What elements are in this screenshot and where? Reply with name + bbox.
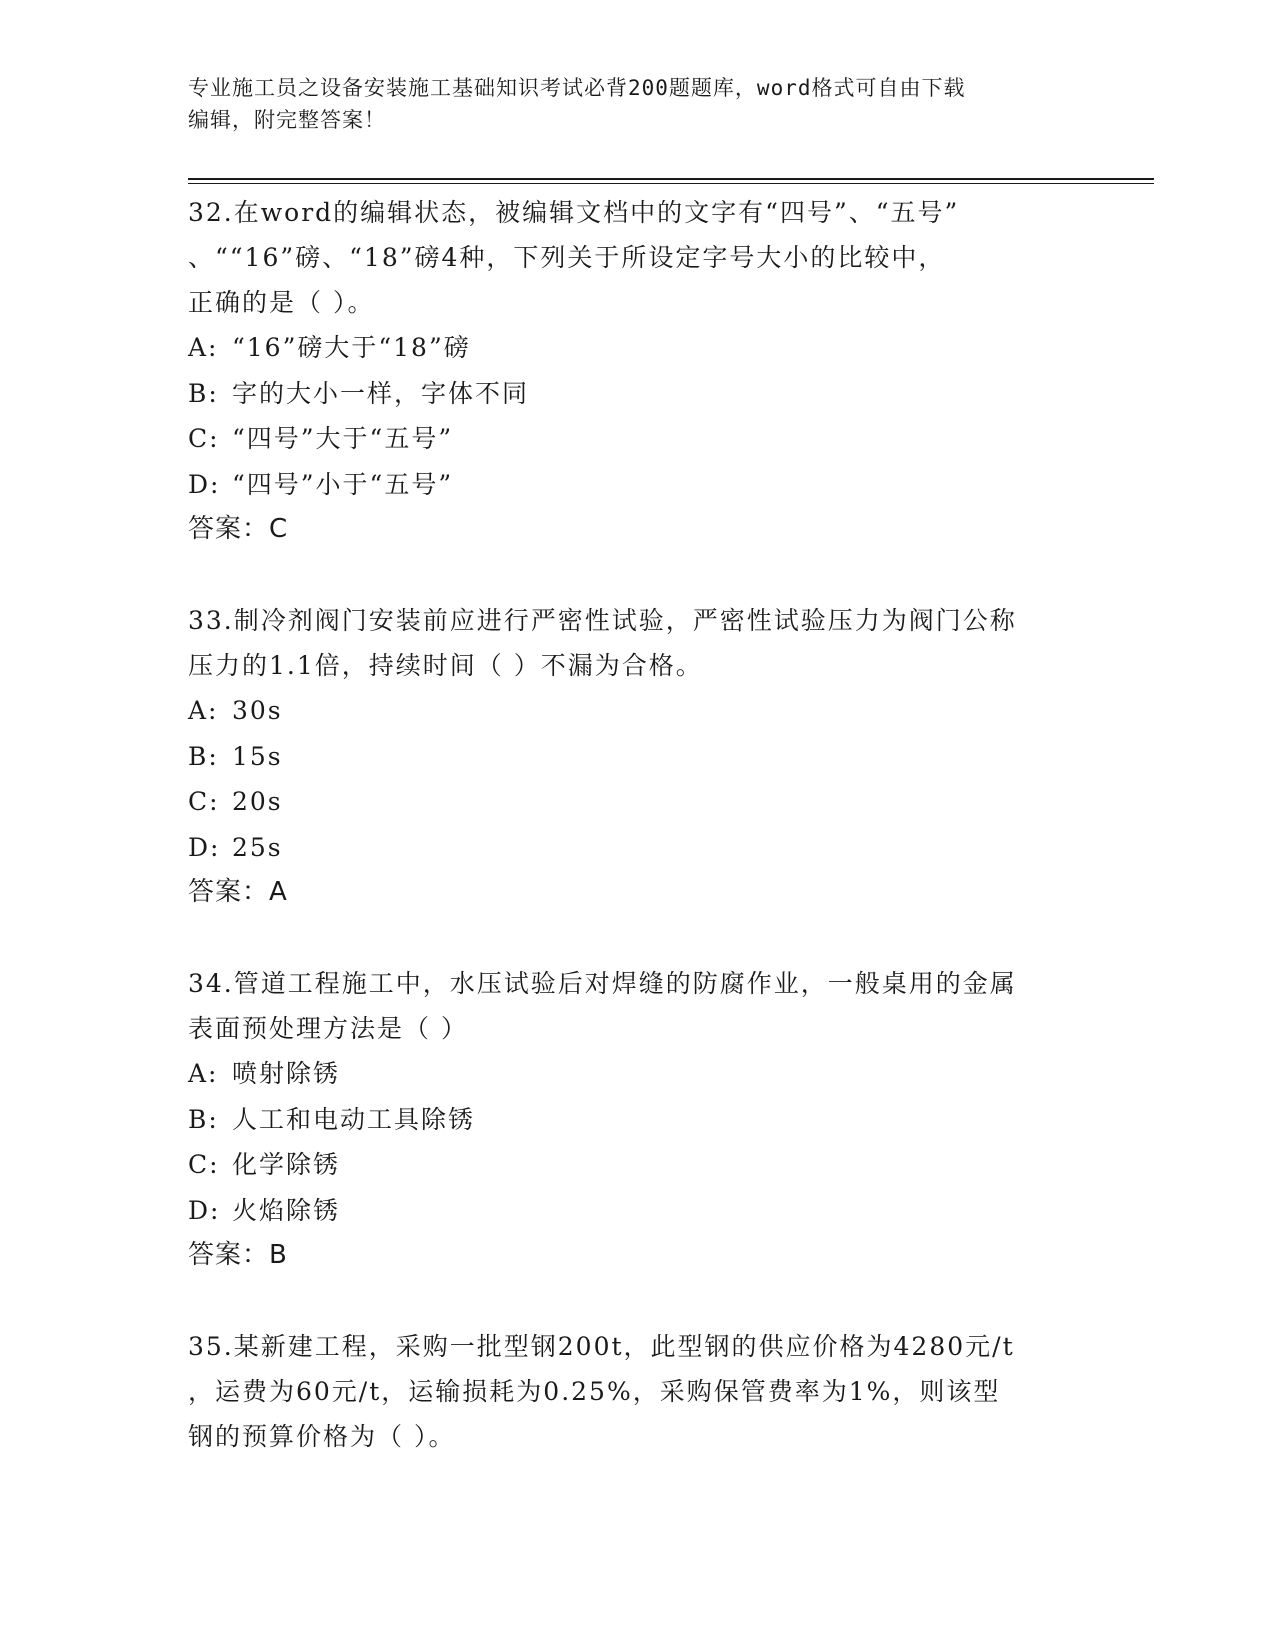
- option-b: [188, 734, 1078, 780]
- question-stem: [188, 190, 1078, 325]
- option-letter: B:: [188, 378, 219, 408]
- option-text: 人工和电动工具除锈: [232, 1104, 476, 1134]
- option-text: 25s: [232, 832, 283, 862]
- header-line-1: 专业施工员之设备安装施工基础知识考试必背200题题库，word格式可自由下载: [188, 76, 966, 100]
- option-d: [188, 462, 1078, 508]
- option-letter: D:: [188, 832, 221, 862]
- option-letter: C:: [188, 424, 220, 453]
- stem-line: 压力的1.1倍，持续时间（ ）不漏为合格。: [188, 651, 703, 680]
- option-letter: A:: [188, 696, 219, 725]
- option-text: 字的大小一样，字体不同: [232, 378, 530, 408]
- stem-line: 、““16”磅、“18”磅4种，下列关于所设定字号大小的比较中，: [188, 243, 946, 272]
- option-c: [188, 1142, 1078, 1188]
- option-c: [188, 416, 1078, 462]
- option-a: [188, 1051, 1078, 1097]
- option-text: 30s: [232, 696, 283, 725]
- option-d: [188, 825, 1078, 871]
- option-letter: D:: [188, 469, 221, 499]
- header-divider-thin: [188, 183, 1154, 184]
- option-a: [188, 325, 1078, 371]
- question-stem: [188, 1324, 1078, 1459]
- option-letter: C:: [188, 1150, 220, 1179]
- option-d: [188, 1188, 1078, 1234]
- header-line-2: 编辑，附完整答案！: [188, 108, 386, 132]
- option-letter: B:: [188, 1104, 219, 1134]
- answer-line: 答案：A: [188, 877, 288, 907]
- question-33: [188, 598, 1078, 915]
- header-divider-thick: [188, 178, 1154, 180]
- question-list: [188, 190, 1078, 1505]
- stem-line: 34.管道工程施工中，水压试验后对焊缝的防腐作业，一般桌用的金属: [188, 969, 1017, 998]
- answer-line: 答案：C: [188, 514, 289, 544]
- option-text: “四号”小于“五号”: [232, 469, 454, 499]
- question-stem: [188, 598, 1078, 688]
- stem-line: 钢的预算价格为（ ）。: [188, 1422, 456, 1451]
- stem-line: 正确的是（ ）。: [188, 288, 375, 317]
- option-text: “16”磅大于“18”磅: [232, 333, 471, 362]
- question-34: [188, 961, 1078, 1278]
- option-text: 喷射除锈: [232, 1059, 341, 1088]
- option-text: 15s: [232, 741, 283, 771]
- option-text: 化学除锈: [232, 1150, 341, 1179]
- option-text: 20s: [232, 787, 283, 816]
- option-b: [188, 1097, 1078, 1143]
- question-32: [188, 190, 1078, 552]
- option-text: “四号”大于“五号”: [232, 424, 454, 453]
- option-letter: D:: [188, 1195, 221, 1225]
- answer-line: 答案：B: [188, 1240, 288, 1270]
- option-a: [188, 688, 1078, 734]
- option-text: 火焰除锈: [232, 1195, 341, 1225]
- stem-line: 32.在word的编辑状态，被编辑文档中的文字有“四号”、“五号”: [188, 198, 960, 227]
- document-header: [188, 72, 1088, 136]
- option-letter: C:: [188, 787, 220, 816]
- option-letter: A:: [188, 333, 219, 362]
- stem-line: 表面预处理方法是（ ）: [188, 1014, 468, 1043]
- option-b: [188, 371, 1078, 417]
- option-letter: B:: [188, 741, 219, 771]
- stem-line: ，运费为60元/t，运输损耗为0.25%，采购保管费率为1%，则该型: [188, 1377, 1001, 1406]
- option-letter: A:: [188, 1059, 219, 1088]
- stem-line: 33.制冷剂阀门安装前应进行严密性试验，严密性试验压力为阀门公称: [188, 606, 1017, 635]
- stem-line: 35.某新建工程，采购一批型钢200t，此型钢的供应价格为4280元/t: [188, 1332, 1015, 1361]
- question-stem: [188, 961, 1078, 1051]
- option-c: [188, 779, 1078, 825]
- question-35: [188, 1324, 1078, 1459]
